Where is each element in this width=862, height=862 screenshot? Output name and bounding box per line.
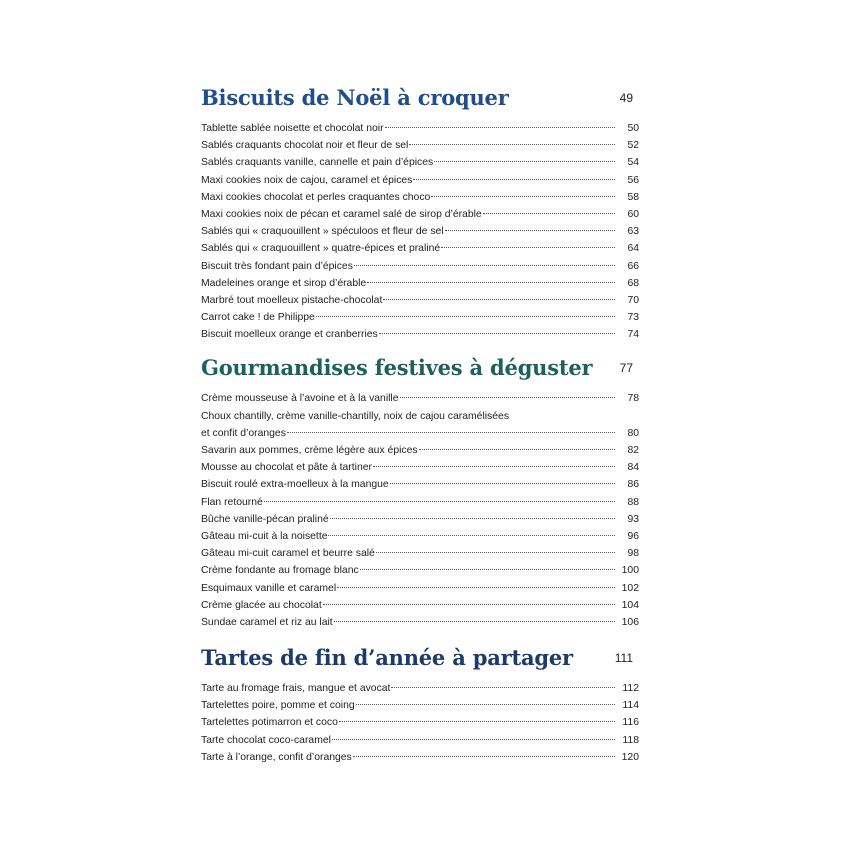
entry-page-number: 74 xyxy=(627,329,639,341)
section-header xyxy=(201,643,639,673)
dot-leader xyxy=(334,621,615,622)
toc-entry[interactable] xyxy=(201,120,639,137)
section-spacer xyxy=(201,343,639,353)
entry-page-number: 104 xyxy=(621,599,639,611)
toc-entry[interactable] xyxy=(201,258,639,275)
entry-page-number: 120 xyxy=(621,751,639,763)
section-header xyxy=(201,83,639,113)
dot-leader xyxy=(385,127,615,128)
section-page-number: 77 xyxy=(619,361,633,376)
toc-entry[interactable] xyxy=(201,732,639,749)
dot-leader xyxy=(353,756,615,757)
entry-page-number: 118 xyxy=(622,734,639,746)
entry-label: Tartelettes poire, pomme et coing xyxy=(201,700,355,712)
dot-leader xyxy=(287,432,615,433)
toc-entry[interactable] xyxy=(201,714,639,731)
dot-leader xyxy=(339,721,615,722)
entry-page-number: 56 xyxy=(627,174,639,186)
toc-entry[interactable] xyxy=(201,459,639,476)
entry-page-number: 64 xyxy=(627,243,639,255)
dot-leader xyxy=(360,569,615,570)
entry-page-number: 88 xyxy=(627,496,639,508)
entry-label: Carrot cake ! de Philippe xyxy=(201,312,315,324)
entry-list xyxy=(201,680,639,766)
entry-label: Biscuit moelleux orange et cranberries xyxy=(201,329,378,341)
toc-entry[interactable] xyxy=(201,494,639,511)
dot-leader xyxy=(376,552,615,553)
toc-entry[interactable] xyxy=(201,223,639,240)
toc-entry[interactable] xyxy=(201,511,639,528)
entry-label: Sablés craquants chocolat noir et fleur de sel xyxy=(201,140,409,152)
toc-section-gourmandises xyxy=(201,353,639,631)
section-spacer xyxy=(201,631,639,643)
toc-entry[interactable] xyxy=(201,189,639,206)
section-page-number: 49 xyxy=(619,91,633,105)
dot-leader xyxy=(323,604,615,605)
toc-entry[interactable] xyxy=(201,154,639,171)
toc-entry[interactable] xyxy=(201,309,639,326)
toc-entry[interactable] xyxy=(201,442,639,459)
toc-entry[interactable] xyxy=(201,275,639,292)
entry-label: Maxi cookies noix de pécan et caramel salé de sirop d’érable xyxy=(201,208,482,220)
toc-entry[interactable] xyxy=(201,172,639,189)
dot-leader xyxy=(354,265,615,266)
dot-leader xyxy=(379,333,615,334)
entry-label: Esquimaux vanille et caramel xyxy=(201,582,337,594)
toc-section-biscuits xyxy=(201,83,639,343)
toc-entry[interactable] xyxy=(201,562,639,579)
entry-page-number: 68 xyxy=(627,277,639,289)
section-header xyxy=(201,353,639,383)
dot-leader xyxy=(409,144,615,145)
entry-label: Flan retourné xyxy=(201,496,263,508)
dot-leader xyxy=(390,483,615,484)
dot-leader xyxy=(434,161,615,162)
dot-leader xyxy=(391,687,615,688)
entry-page-number: 73 xyxy=(627,312,639,324)
entry-label: Biscuit très fondant pain d’épices xyxy=(201,260,353,272)
toc-entry[interactable] xyxy=(201,749,639,766)
section-title: Gourmandises festives à déguster xyxy=(201,355,593,381)
entry-page-number: 100 xyxy=(621,565,639,577)
entry-page-number: 54 xyxy=(627,157,639,169)
dot-leader xyxy=(316,316,615,317)
toc-entry[interactable] xyxy=(201,580,639,597)
toc-entry[interactable] xyxy=(201,545,639,562)
entry-page-number: 116 xyxy=(622,717,639,729)
entry-page-number: 52 xyxy=(627,140,639,152)
toc-section-tartes xyxy=(201,643,639,766)
entry-page-number: 80 xyxy=(627,427,639,439)
entry-label: Biscuit roulé extra-moelleux à la mangue xyxy=(201,479,389,491)
entry-label: Madeleines orange et sirop d’érable xyxy=(201,277,367,289)
dot-leader xyxy=(328,535,615,536)
dot-leader xyxy=(483,213,615,214)
toc-entry[interactable] xyxy=(201,292,639,309)
entry-page-number: 84 xyxy=(627,462,639,474)
entry-page-number: 63 xyxy=(627,226,639,238)
entry-page-number: 50 xyxy=(627,123,639,134)
entry-label: Tablette sablée noisette et chocolat noir xyxy=(201,123,384,134)
dot-leader xyxy=(264,501,615,502)
dot-leader xyxy=(332,739,615,740)
entry-page-number: 98 xyxy=(627,548,639,560)
entry-page-number: 86 xyxy=(627,479,639,491)
dot-leader xyxy=(356,704,615,705)
dot-leader xyxy=(445,230,615,231)
entry-label: Sablés qui « craquouillent » quatre-épices et praliné xyxy=(201,243,441,255)
toc-entry[interactable] xyxy=(201,697,639,714)
entry-page-number: 60 xyxy=(627,208,639,220)
entry-page-number: 58 xyxy=(627,191,639,203)
dot-leader xyxy=(367,282,615,283)
toc-entry[interactable] xyxy=(201,597,639,614)
entry-list xyxy=(201,120,639,343)
dot-leader xyxy=(383,299,615,300)
section-title: Biscuits de Noël à croquer xyxy=(201,85,509,110)
table-of-contents xyxy=(201,83,639,766)
dot-leader xyxy=(441,247,615,248)
entry-label: Mousse au chocolat et pâte à tartiner xyxy=(201,462,372,474)
toc-entry[interactable] xyxy=(201,680,639,697)
entry-label: Sablés craquants vanille, cannelle et pain d’épices xyxy=(201,157,434,169)
entry-label: Savarin aux pommes, crème légère aux épices xyxy=(201,445,418,456)
toc-entry[interactable] xyxy=(201,476,639,493)
dot-leader xyxy=(373,466,615,467)
dot-leader xyxy=(431,196,615,197)
entry-page-number: 66 xyxy=(627,260,639,272)
entry-page-number: 114 xyxy=(622,700,639,712)
entry-page-number: 112 xyxy=(622,683,639,695)
entry-label: Crème mousseuse à l’avoine et à la vanille xyxy=(201,393,399,405)
entry-label: Sundae caramel et riz au lait xyxy=(201,616,333,628)
entry-list xyxy=(201,390,639,631)
dot-leader xyxy=(330,518,615,519)
entry-label: Bûche vanille-pécan praliné xyxy=(201,513,329,525)
entry-label-line-1[interactable]: Choux chantilly, crème vanille-chantilly, noix de cajou caramélisées xyxy=(201,410,510,422)
toc-entry[interactable] xyxy=(201,425,639,442)
entry-label: Maxi cookies chocolat et perles craquantes choco xyxy=(201,191,431,203)
entry-page-number: 93 xyxy=(627,513,639,525)
entry-label: Maxi cookies noix de cajou, caramel et épices xyxy=(201,174,413,186)
entry-page-number: 70 xyxy=(627,294,639,306)
dot-leader xyxy=(337,587,615,588)
dot-leader xyxy=(413,179,615,180)
entry-label: Tartelettes potimarron et coco xyxy=(201,717,338,729)
toc-entry[interactable] xyxy=(201,326,639,343)
entry-label: Tarte chocolat coco-caramel xyxy=(201,734,331,746)
toc-entry[interactable] xyxy=(201,137,639,154)
dot-leader xyxy=(400,397,615,398)
toc-entry[interactable] xyxy=(201,614,639,631)
section-page-number: 111 xyxy=(614,651,633,666)
entry-label: Sablés qui « craquouillent » spéculoos et fleur de sel xyxy=(201,226,444,238)
entry-page-number: 106 xyxy=(621,616,639,628)
toc-entry[interactable] xyxy=(201,528,639,545)
section-title: Tartes de fin d’année à partager xyxy=(201,645,573,671)
toc-entry[interactable] xyxy=(201,206,639,223)
entry-label: Marbré tout moelleux pistache-chocolat xyxy=(201,294,383,306)
entry-page-number: 96 xyxy=(627,530,639,542)
entry-page-number: 78 xyxy=(627,393,639,405)
entry-page-number: 82 xyxy=(627,445,639,456)
entry-page-number: 102 xyxy=(621,582,639,594)
entry-label: Crème glacée au chocolat xyxy=(201,599,322,611)
entry-label: Tarte au fromage frais, mangue et avocat xyxy=(201,683,391,695)
toc-entry[interactable] xyxy=(201,240,639,257)
entry-label: Gâteau mi-cuit à la noisette xyxy=(201,530,328,542)
entry-label: et confit d’oranges xyxy=(201,427,286,439)
toc-entry[interactable] xyxy=(201,390,639,407)
entry-label: Gâteau mi-cuit caramel et beurre salé xyxy=(201,548,375,560)
entry-label: Tarte à l’orange, confit d’oranges xyxy=(201,751,352,763)
entry-label: Crème fondante au fromage blanc xyxy=(201,565,359,577)
dot-leader xyxy=(419,449,615,450)
